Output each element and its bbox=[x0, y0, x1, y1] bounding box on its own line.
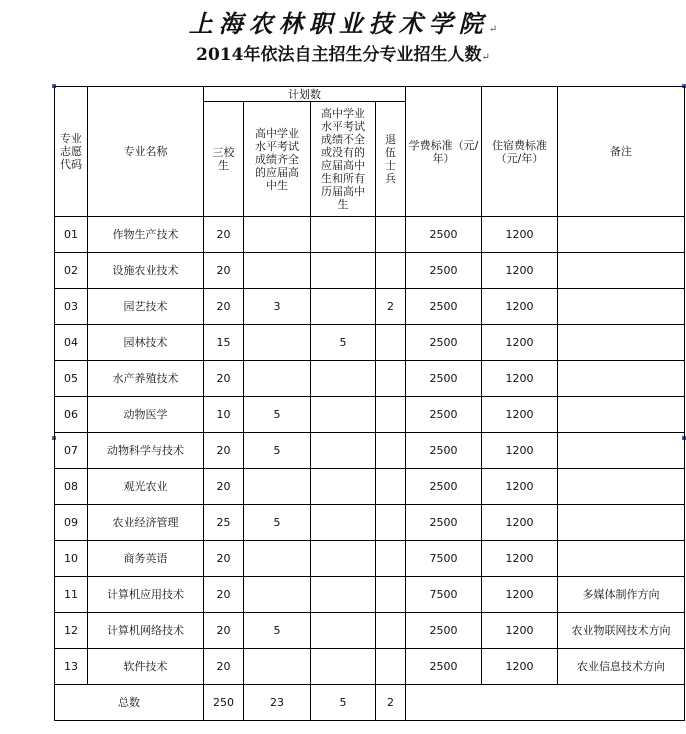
total-veteran: 2 bbox=[376, 685, 406, 721]
paragraph-mark-icon: ↵ bbox=[488, 24, 498, 35]
cell-note bbox=[558, 325, 685, 361]
cell-code: 11 bbox=[55, 577, 88, 613]
cell-code: 13 bbox=[55, 649, 88, 685]
cell-note bbox=[558, 469, 685, 505]
header-hs-incomplete: 高中学业水平考试成绩不全或没有的应届高中生和所有历届高中生 bbox=[311, 102, 376, 217]
cell-hs-incomplete bbox=[311, 253, 376, 289]
total-san-xiao: 250 bbox=[204, 685, 244, 721]
cell-tuition: 7500 bbox=[406, 577, 482, 613]
cell-note bbox=[558, 217, 685, 253]
cell-note bbox=[558, 505, 685, 541]
table-row bbox=[55, 397, 685, 433]
total-hs-full: 23 bbox=[244, 685, 311, 721]
cell-hs-incomplete bbox=[311, 289, 376, 325]
cell-tuition: 7500 bbox=[406, 541, 482, 577]
cell-code: 07 bbox=[55, 433, 88, 469]
cell-san-xiao: 20 bbox=[204, 613, 244, 649]
total-hs-incomplete: 5 bbox=[311, 685, 376, 721]
cell-hs-full: 5 bbox=[244, 505, 311, 541]
cell-hs-full bbox=[244, 361, 311, 397]
cell-hs-incomplete bbox=[311, 649, 376, 685]
cell-tuition: 2500 bbox=[406, 325, 482, 361]
cell-hs-incomplete bbox=[311, 469, 376, 505]
table-row bbox=[55, 253, 685, 289]
cell-hs-full bbox=[244, 541, 311, 577]
header-code: 专业志愿代码 bbox=[55, 87, 88, 217]
cell-hs-full bbox=[244, 253, 311, 289]
cell-hs-incomplete bbox=[311, 217, 376, 253]
cell-note bbox=[558, 253, 685, 289]
cell-name: 水产养殖技术 bbox=[88, 361, 204, 397]
header-name: 专业名称 bbox=[88, 87, 204, 217]
cell-tuition: 2500 bbox=[406, 217, 482, 253]
cell-hs-full bbox=[244, 325, 311, 361]
cell-hs-incomplete bbox=[311, 613, 376, 649]
cell-dorm: 1200 bbox=[482, 397, 558, 433]
cell-san-xiao: 20 bbox=[204, 577, 244, 613]
cell-tuition: 2500 bbox=[406, 469, 482, 505]
cell-name: 观光农业 bbox=[88, 469, 204, 505]
cell-san-xiao: 20 bbox=[204, 361, 244, 397]
header-hs-full: 高中学业水平考试成绩齐全的应届高中生 bbox=[244, 102, 311, 217]
school-name-text: 上海农林职业技术学院 bbox=[188, 9, 489, 38]
cell-tuition: 2500 bbox=[406, 361, 482, 397]
cell-dorm: 1200 bbox=[482, 433, 558, 469]
cell-tuition: 2500 bbox=[406, 649, 482, 685]
cell-veteran bbox=[376, 613, 406, 649]
table-body bbox=[55, 87, 685, 721]
cell-veteran bbox=[376, 469, 406, 505]
cell-san-xiao: 20 bbox=[204, 469, 244, 505]
header-plan-group: 计划数 bbox=[204, 87, 406, 102]
cell-hs-full bbox=[244, 469, 311, 505]
cell-hs-incomplete bbox=[311, 505, 376, 541]
cell-note bbox=[558, 397, 685, 433]
cell-name: 园林技术 bbox=[88, 325, 204, 361]
header-dorm: 住宿费标准（元/年） bbox=[482, 87, 558, 217]
cell-tuition: 2500 bbox=[406, 433, 482, 469]
cell-code: 08 bbox=[55, 469, 88, 505]
cell-san-xiao: 20 bbox=[204, 289, 244, 325]
cell-veteran bbox=[376, 253, 406, 289]
table-row bbox=[55, 613, 685, 649]
cell-dorm: 1200 bbox=[482, 613, 558, 649]
cell-veteran bbox=[376, 217, 406, 253]
cell-code: 01 bbox=[55, 217, 88, 253]
cell-san-xiao: 20 bbox=[204, 253, 244, 289]
cell-name: 动物科学与技术 bbox=[88, 433, 204, 469]
cell-dorm: 1200 bbox=[482, 289, 558, 325]
table-row bbox=[55, 325, 685, 361]
cell-code: 12 bbox=[55, 613, 88, 649]
header-tuition: 学费标准（元/年） bbox=[406, 87, 482, 217]
cell-san-xiao: 20 bbox=[204, 217, 244, 253]
cell-veteran bbox=[376, 325, 406, 361]
cell-hs-incomplete bbox=[311, 433, 376, 469]
cell-code: 05 bbox=[55, 361, 88, 397]
cell-hs-incomplete bbox=[311, 577, 376, 613]
cell-name: 商务英语 bbox=[88, 541, 204, 577]
cell-hs-full bbox=[244, 217, 311, 253]
cell-note bbox=[558, 433, 685, 469]
enrollment-table bbox=[54, 86, 685, 721]
cell-tuition: 2500 bbox=[406, 289, 482, 325]
cell-hs-full bbox=[244, 577, 311, 613]
cell-tuition: 2500 bbox=[406, 613, 482, 649]
cell-tuition: 2500 bbox=[406, 253, 482, 289]
cell-veteran bbox=[376, 541, 406, 577]
table-row bbox=[55, 433, 685, 469]
total-empty bbox=[406, 685, 685, 721]
cell-hs-incomplete: 5 bbox=[311, 325, 376, 361]
cell-dorm: 1200 bbox=[482, 577, 558, 613]
cell-tuition: 2500 bbox=[406, 505, 482, 541]
header-note: 备注 bbox=[558, 87, 685, 217]
cell-dorm: 1200 bbox=[482, 649, 558, 685]
table-row bbox=[55, 217, 685, 253]
cell-veteran bbox=[376, 649, 406, 685]
cell-san-xiao: 20 bbox=[204, 433, 244, 469]
table-row bbox=[55, 541, 685, 577]
table-row bbox=[55, 469, 685, 505]
cell-note bbox=[558, 361, 685, 397]
cell-dorm: 1200 bbox=[482, 217, 558, 253]
cell-veteran bbox=[376, 361, 406, 397]
cell-name: 软件技术 bbox=[88, 649, 204, 685]
cell-dorm: 1200 bbox=[482, 325, 558, 361]
document-title bbox=[0, 40, 686, 65]
table-row bbox=[55, 577, 685, 613]
cell-san-xiao: 25 bbox=[204, 505, 244, 541]
cell-note: 农业信息技术方向 bbox=[558, 649, 685, 685]
cell-veteran bbox=[376, 397, 406, 433]
cell-name: 计算机应用技术 bbox=[88, 577, 204, 613]
cell-code: 02 bbox=[55, 253, 88, 289]
cell-hs-full: 5 bbox=[244, 397, 311, 433]
cell-name: 作物生产技术 bbox=[88, 217, 204, 253]
cell-dorm: 1200 bbox=[482, 469, 558, 505]
cell-hs-full: 3 bbox=[244, 289, 311, 325]
cell-code: 10 bbox=[55, 541, 88, 577]
cell-name: 计算机网络技术 bbox=[88, 613, 204, 649]
cell-hs-full: 5 bbox=[244, 613, 311, 649]
school-name bbox=[0, 4, 686, 39]
cell-code: 06 bbox=[55, 397, 88, 433]
cell-name: 农业经济管理 bbox=[88, 505, 204, 541]
table-row bbox=[55, 649, 685, 685]
cell-code: 09 bbox=[55, 505, 88, 541]
cell-hs-incomplete bbox=[311, 397, 376, 433]
cell-note bbox=[558, 541, 685, 577]
table-row bbox=[55, 289, 685, 325]
cell-note: 农业物联网技术方向 bbox=[558, 613, 685, 649]
cell-name: 设施农业技术 bbox=[88, 253, 204, 289]
cell-code: 03 bbox=[55, 289, 88, 325]
cell-san-xiao: 20 bbox=[204, 541, 244, 577]
cell-dorm: 1200 bbox=[482, 541, 558, 577]
cell-san-xiao: 15 bbox=[204, 325, 244, 361]
cell-code: 04 bbox=[55, 325, 88, 361]
cell-hs-full bbox=[244, 649, 311, 685]
cell-veteran: 2 bbox=[376, 289, 406, 325]
cell-hs-full: 5 bbox=[244, 433, 311, 469]
cell-dorm: 1200 bbox=[482, 253, 558, 289]
cell-note: 多媒体制作方向 bbox=[558, 577, 685, 613]
cell-veteran bbox=[376, 433, 406, 469]
cell-note bbox=[558, 289, 685, 325]
cell-veteran bbox=[376, 505, 406, 541]
cell-dorm: 1200 bbox=[482, 505, 558, 541]
table-row bbox=[55, 361, 685, 397]
header-veteran: 退伍士兵 bbox=[376, 102, 406, 217]
header-san-xiao: 三校生 bbox=[204, 102, 244, 217]
cell-tuition: 2500 bbox=[406, 397, 482, 433]
cell-name: 动物医学 bbox=[88, 397, 204, 433]
cell-name: 园艺技术 bbox=[88, 289, 204, 325]
total-row bbox=[55, 685, 685, 721]
cell-dorm: 1200 bbox=[482, 361, 558, 397]
table-row bbox=[55, 505, 685, 541]
cell-veteran bbox=[376, 577, 406, 613]
cell-hs-incomplete bbox=[311, 541, 376, 577]
paragraph-mark-icon: ↵ bbox=[481, 52, 490, 63]
document-title-text: 2014年依法自主招生分专业招生人数 bbox=[196, 45, 482, 65]
total-label: 总数 bbox=[55, 685, 204, 721]
cell-san-xiao: 20 bbox=[204, 649, 244, 685]
cell-san-xiao: 10 bbox=[204, 397, 244, 433]
cell-hs-incomplete bbox=[311, 361, 376, 397]
